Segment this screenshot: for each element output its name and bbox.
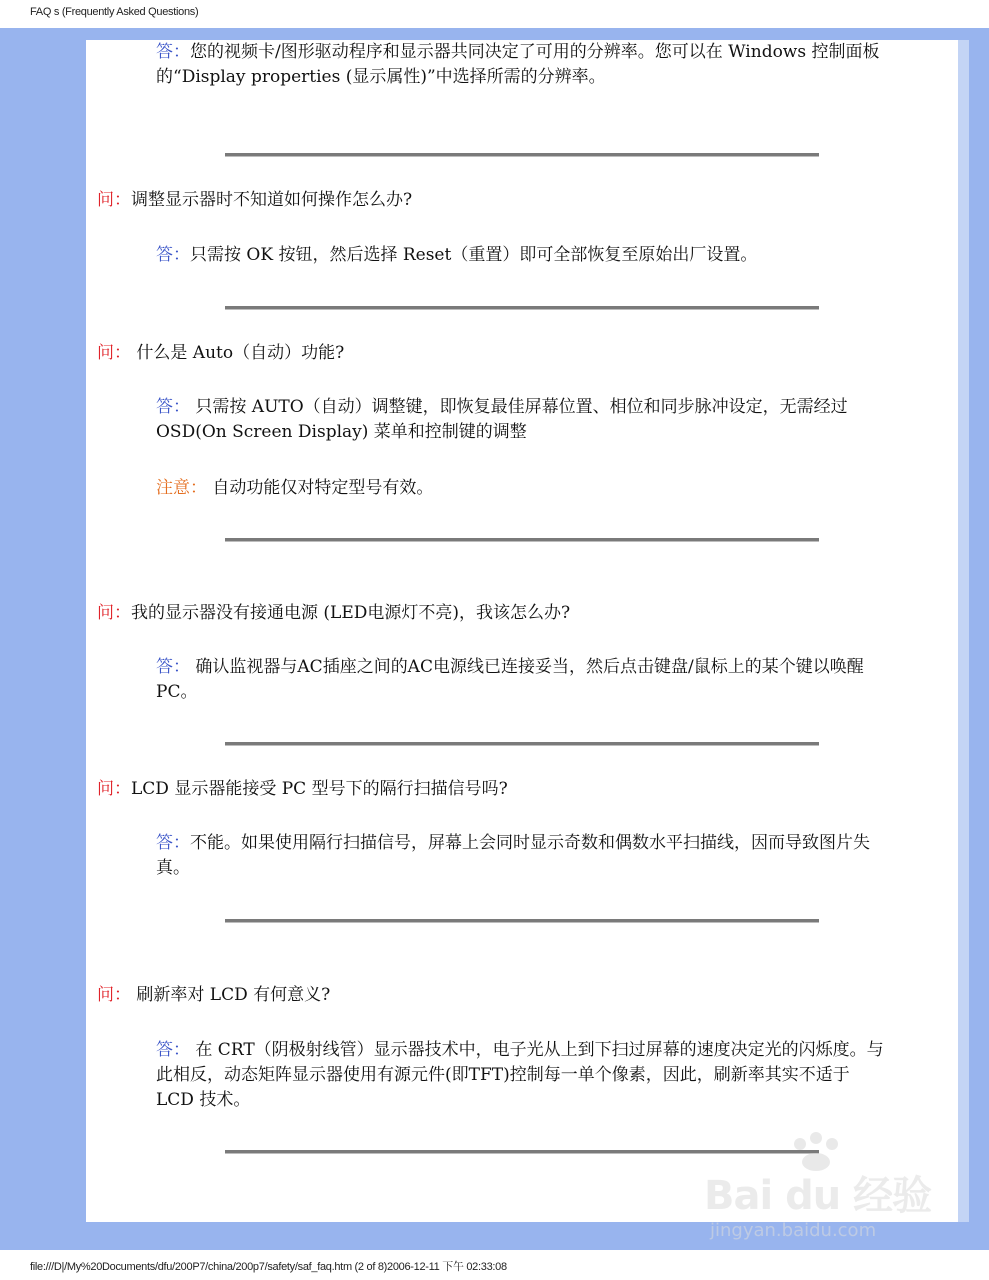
question-text <box>97 601 570 626</box>
divider <box>225 306 819 310</box>
note-body: 自动功能仅对特定型号有效。 <box>207 478 434 498</box>
answer-body: 只需按 AUTO（自动）调整键，即恢复最佳屏幕位置、相位和同步脉冲设定，无需经过OSD(On Screen Display) 菜单和控制键的调整 <box>156 397 848 442</box>
footer-path: file:///D|/My%20Documents/dfu/200P7/china/200p7/safety/saf_faq.htm (2 of 8)2006-12-11 下午 02:33:08 <box>30 1261 507 1273</box>
answer-label: 答： <box>156 42 190 62</box>
answer-body: 只需按 OK 按钮，然后选择 Reset（重置）即可全部恢复至原始出厂设置。 <box>190 245 758 265</box>
answer-text <box>156 243 891 268</box>
question-label: 问： <box>97 343 131 363</box>
answer-body: 不能。如果使用隔行扫描信号，屏幕上会同时显示奇数和偶数水平扫描线，因而导致图片失真。 <box>156 833 870 878</box>
question-label: 问： <box>97 779 131 799</box>
answer-body: 在 CRT（阴极射线管）显示器技术中，电子光从上到下扫过屏幕的速度决定光的闪烁度。与此相反，动态矩阵显示器使用有源元件(即TFT)控制每一单个像素，因此，刷新率其实不适于 LCD 技术。 <box>156 1040 884 1110</box>
answer-label: 答： <box>156 245 190 265</box>
answer-text <box>156 655 891 705</box>
frame-shade <box>958 40 969 1222</box>
question-label: 问： <box>97 190 131 210</box>
watermark-site: jingyan.baidu.com <box>710 1220 877 1241</box>
question-body: 我的显示器没有接通电源 (LED电源灯不亮)，我该怎么办? <box>131 603 571 623</box>
page-title: FAQ s (Frequently Asked Questions) <box>30 6 199 18</box>
divider <box>225 919 819 923</box>
divider <box>225 153 819 157</box>
question-text <box>97 188 412 213</box>
question-body: 什么是 Auto（自动）功能? <box>131 343 345 363</box>
question-text <box>97 341 344 366</box>
answer-label: 答： <box>156 397 190 417</box>
answer-body: 确认监视器与AC插座之间的AC电源线已连接妥当，然后点击键盘/鼠标上的某个键以唤醒PC。 <box>156 657 864 702</box>
divider <box>225 742 819 746</box>
answer-label: 答： <box>156 657 190 677</box>
note-label: 注意： <box>156 478 207 498</box>
answer-label: 答： <box>156 1040 190 1060</box>
answer-text <box>156 40 891 90</box>
baidu-watermark <box>700 1132 940 1262</box>
divider <box>225 538 819 542</box>
answer-body: 您的视频卡/图形驱动程序和显示器共同决定了可用的分辨率。您可以在 Windows 控制面板的“Display properties (显示属性)”中选择所需的分辨率。 <box>156 42 880 87</box>
answer-text <box>156 831 891 881</box>
question-body: LCD 显示器能接受 PC 型号下的隔行扫描信号吗? <box>131 779 508 799</box>
question-body: 刷新率对 LCD 有何意义? <box>131 985 331 1005</box>
note-text <box>156 476 433 501</box>
question-text <box>97 983 330 1008</box>
question-label: 问： <box>97 985 131 1005</box>
answer-text <box>156 1038 891 1113</box>
question-body: 调整显示器时不知道如何操作怎么办? <box>131 190 413 210</box>
answer-text <box>156 395 891 445</box>
watermark-brand: Bai du 经验 <box>704 1173 932 1219</box>
question-label: 问： <box>97 603 131 623</box>
answer-label: 答： <box>156 833 190 853</box>
question-text <box>97 777 508 802</box>
